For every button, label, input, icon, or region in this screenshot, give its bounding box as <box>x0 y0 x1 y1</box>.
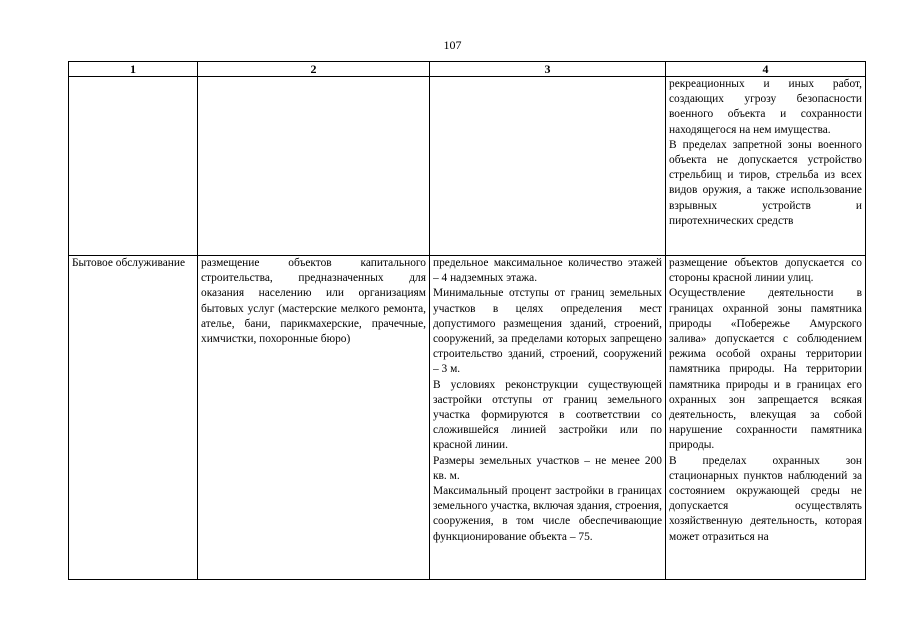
use-type-name: Бытовое обслуживание <box>72 257 186 269</box>
use-description-text: размещение объектов капитального строительства, предназначенных для оказания населению или организациям бытовых услуг (мастерские мелкого ремонта, ателье, бани, парикмахерские, прачечные, химчистки, похоронные бюро) <box>201 257 426 346</box>
cell-restrictions <box>666 256 866 580</box>
restriction-paragraph: размещение объектов допускается со стороны красной линии улиц. <box>669 257 862 285</box>
cell-use-type <box>69 256 198 580</box>
column-header-4: 4 <box>666 62 866 77</box>
cell-use-description <box>198 77 430 256</box>
page-number: 107 <box>443 38 462 52</box>
restriction-paragraph: В пределах охранных зон стационарных пунктов наблюдений за состоянием окружающей среды не допускается осуществлять хозяйственную деятельность, которая может отразиться на <box>669 454 862 543</box>
parameter-paragraph: Максимальный процент застройки в границах земельного участка, включая здания, строения, сооружения, в том числе обеспечивающие функционирование объекта – 75. <box>433 485 662 543</box>
parameter-paragraph: Размеры земельных участков – не менее 200 кв. м. <box>433 454 662 482</box>
parameter-paragraph: Минимальные отступы от границ земельных участков в целях определения мест допустимого размещения зданий, строений, сооружений, за пределами которых запрещено строительство зданий, строений, сооружений – 3 м. <box>433 287 662 376</box>
restriction-paragraph: рекреационных и иных работ, создающих угрозу безопасности военного объекта и сохранности находящегося на нем имущества. <box>669 78 862 136</box>
restriction-paragraph: Осуществление деятельности в границах охранной зоны памятника природы «Побережье Амурского залива» допускается с соблюдением режима особой охраны территории памятника природы. На территории памятника природы и в границах его охранных зон запрещается всякая деятельность, влекущая за собой нарушение сохранности памятника природы. <box>669 287 862 452</box>
column-header-1: 1 <box>69 62 198 77</box>
column-header-2: 2 <box>198 62 430 77</box>
column-header-3: 3 <box>430 62 666 77</box>
cell-parameters <box>430 77 666 256</box>
parameter-paragraph: В условиях реконструкции существующей застройки отступы от границ земельного участка формируются в соответствии со сложившейся линией застройки или по красной линии. <box>433 378 662 452</box>
regulations-table <box>68 61 866 580</box>
cell-use-type <box>69 77 198 256</box>
table-header-row <box>69 62 866 77</box>
cell-use-description <box>198 256 430 580</box>
cell-restrictions <box>666 77 866 256</box>
parameter-paragraph: предельное максимальное количество этажей – 4 надземных этажа. <box>433 257 662 285</box>
table-row <box>69 256 866 580</box>
restriction-paragraph: В пределах запретной зоны военного объекта не допускается устройство стрельбищ и тиров, стрельба из всех видов оружия, а также использование взрывных устройств и пиротехнических средств <box>669 138 862 227</box>
cell-parameters <box>430 256 666 580</box>
table-row <box>69 77 866 256</box>
